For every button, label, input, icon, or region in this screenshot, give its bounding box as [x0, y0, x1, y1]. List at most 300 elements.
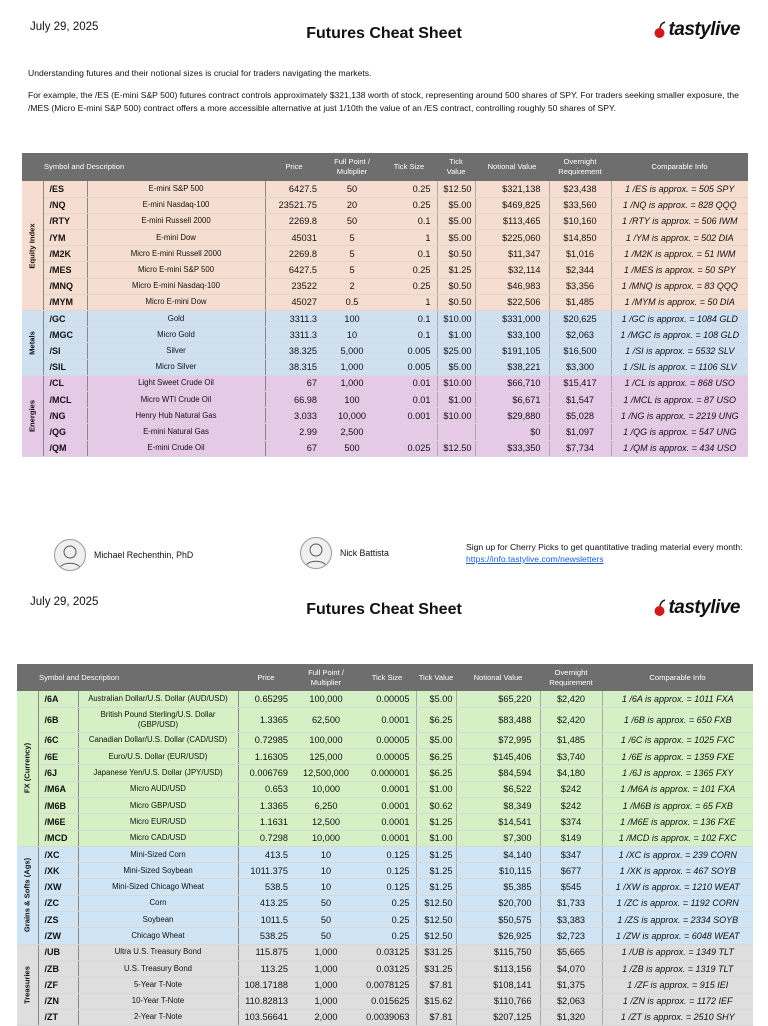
price-cell: 103.56641: [238, 1009, 294, 1025]
multiplier-cell: 50: [323, 181, 381, 197]
tick-size-cell: 0.0001: [358, 814, 416, 830]
price-cell: 3.033: [265, 408, 323, 424]
table-row: [17, 879, 753, 895]
symbol-cell: /6E: [38, 749, 78, 765]
symbol-cell: /MES: [43, 262, 87, 278]
symbol-cell: /MCD: [38, 830, 78, 846]
table-row: [17, 707, 753, 732]
notional-value-cell: $10,115: [456, 863, 540, 879]
overnight-requirement-cell: $2,344: [549, 262, 611, 278]
tick-value-cell: $1.00: [416, 830, 456, 846]
table-row: [17, 895, 753, 911]
overnight-requirement-cell: $5,028: [549, 408, 611, 424]
multiplier-cell: 5,000: [323, 343, 381, 359]
notional-value-cell: $225,060: [475, 230, 549, 246]
symbol-cell: /6A: [38, 691, 78, 707]
tick-value-cell: $0.50: [437, 246, 475, 262]
symbol-cell: /NG: [43, 408, 87, 424]
tick-value-cell: $12.50: [416, 895, 456, 911]
tick-value-cell: $1.25: [416, 814, 456, 830]
price-cell: 1011.5: [238, 912, 294, 928]
multiplier-cell: 10: [294, 863, 358, 879]
header-price: Price: [265, 153, 323, 181]
intro-text: [28, 67, 740, 124]
symbol-cell: /MNQ: [43, 278, 87, 294]
description-cell: Micro EUR/USD: [78, 814, 238, 830]
table-row: [17, 732, 753, 748]
comparable-info-cell: 1 /ZW is approx. = 6048 WEAT: [602, 928, 753, 944]
table-row: [22, 424, 748, 440]
description-cell: Silver: [87, 343, 265, 359]
price-cell: 23522: [265, 278, 323, 294]
header-notional-value: Notional Value: [456, 664, 540, 691]
description-cell: Micro GBP/USD: [78, 797, 238, 813]
multiplier-cell: 12,500,000: [294, 765, 358, 781]
tick-size-cell: 0.125: [358, 879, 416, 895]
notional-value-cell: $207,125: [456, 1009, 540, 1025]
symbol-cell: /M2K: [43, 246, 87, 262]
price-cell: 1.3365: [238, 797, 294, 813]
notional-value-cell: $32,114: [475, 262, 549, 278]
comparable-info-cell: 1 /MYM is approx. = 50 DIA: [611, 294, 748, 310]
notional-value-cell: $29,880: [475, 408, 549, 424]
notional-value-cell: $50,575: [456, 912, 540, 928]
tick-size-cell: 0.0078125: [358, 977, 416, 993]
symbol-cell: /M6E: [38, 814, 78, 830]
price-cell: 1.16305: [238, 749, 294, 765]
header-tick-value: Tick Value: [416, 664, 456, 691]
page-title: Futures Cheat Sheet: [306, 25, 462, 42]
table-row: [17, 863, 753, 879]
author-card: [300, 537, 389, 569]
overnight-requirement-cell: $2,420: [540, 691, 602, 707]
description-cell: Micro Silver: [87, 359, 265, 375]
description-cell: Micro E-mini Dow: [87, 294, 265, 310]
tick-value-cell: $5.00: [437, 197, 475, 213]
price-cell: 3311.3: [265, 327, 323, 343]
table-row: [22, 294, 748, 310]
table-row: [22, 262, 748, 278]
header-notional-value: Notional Value: [475, 153, 549, 181]
price-cell: 6427.5: [265, 181, 323, 197]
tick-value-cell: $25.00: [437, 343, 475, 359]
overnight-requirement-cell: $2,063: [549, 327, 611, 343]
table-row: [22, 391, 748, 407]
notional-value-cell: $145,406: [456, 749, 540, 765]
table-row: [17, 846, 753, 862]
notional-value-cell: $5,385: [456, 879, 540, 895]
symbol-cell: /M6B: [38, 797, 78, 813]
group-label-cell: [22, 375, 43, 456]
comparable-info-cell: 1 /GC is approx. = 1084 GLD: [611, 311, 748, 327]
price-cell: 1.1631: [238, 814, 294, 830]
multiplier-cell: 1,000: [294, 960, 358, 976]
symbol-cell: /MYM: [43, 294, 87, 310]
multiplier-cell: 100,000: [294, 732, 358, 748]
tick-value-cell: $31.25: [416, 944, 456, 960]
overnight-requirement-cell: $2,063: [540, 993, 602, 1009]
tick-size-cell: 0.001: [381, 408, 437, 424]
overnight-requirement-cell: $3,740: [540, 749, 602, 765]
header-tick-value: Tick Value: [437, 153, 475, 181]
table-row: [22, 181, 748, 197]
price-cell: 0.65295: [238, 691, 294, 707]
overnight-requirement-cell: $23,438: [549, 181, 611, 197]
intro-paragraph: For example, the /ES (E-mini S&P 500) futures contract controls approximately $321,138 worth of stock, representing around 500 shares of SPY. For traders seeking smaller exposure, the /MES (Micro E-mini S&P 500) contract offers a more accessible alternative at just 1/10th the value of an /ES contract, controlling roughly 50 shares of SPY.: [28, 90, 739, 113]
multiplier-cell: 125,000: [294, 749, 358, 765]
comparable-info-cell: 1 /ZN is approx. = 1172 IEF: [602, 993, 753, 1009]
tick-value-cell: $5.00: [416, 691, 456, 707]
multiplier-cell: 2,500: [323, 424, 381, 440]
description-cell: Gold: [87, 311, 265, 327]
symbol-cell: /NQ: [43, 197, 87, 213]
multiplier-cell: 1,000: [294, 977, 358, 993]
tick-value-cell: $5.00: [437, 213, 475, 229]
overnight-requirement-cell: $1,320: [540, 1009, 602, 1025]
description-cell: Micro E-mini Nasdaq-100: [87, 278, 265, 294]
comparable-info-cell: 1 /ZB is approx. = 1319 TLT: [602, 960, 753, 976]
price-cell: 0.72985: [238, 732, 294, 748]
overnight-requirement-cell: $3,356: [549, 278, 611, 294]
description-cell: Corn: [78, 895, 238, 911]
multiplier-cell: 2,000: [294, 1009, 358, 1025]
price-cell: 108.17188: [238, 977, 294, 993]
multiplier-cell: 10: [294, 846, 358, 862]
multiplier-cell: 2: [323, 278, 381, 294]
overnight-requirement-cell: $7,734: [549, 440, 611, 456]
multiplier-cell: 10: [323, 327, 381, 343]
overnight-requirement-cell: $1,547: [549, 391, 611, 407]
multiplier-cell: 1,000: [323, 375, 381, 391]
symbol-cell: /ZF: [38, 977, 78, 993]
tick-value-cell: $6.25: [416, 707, 456, 732]
overnight-requirement-cell: $2,420: [540, 707, 602, 732]
tick-value-cell: $6.25: [416, 749, 456, 765]
tick-value-cell: $1.00: [437, 327, 475, 343]
group-label: Grains & Softs (Ags): [22, 858, 32, 933]
overnight-requirement-cell: $347: [540, 846, 602, 862]
comparable-info-cell: 1 /MGC is approx. = 108 GLD: [611, 327, 748, 343]
multiplier-cell: 10,000: [323, 408, 381, 424]
description-cell: Euro/U.S. Dollar (EUR/USD): [78, 749, 238, 765]
comparable-info-cell: 1 /NQ is approx. = 828 QQQ: [611, 197, 748, 213]
table-row: [22, 213, 748, 229]
price-cell: 3311.3: [265, 311, 323, 327]
symbol-cell: /ZN: [38, 993, 78, 1009]
price-cell: 110.82813: [238, 993, 294, 1009]
description-cell: E-mini Natural Gas: [87, 424, 265, 440]
table-row: [22, 359, 748, 375]
notional-value-cell: $38,221: [475, 359, 549, 375]
comparable-info-cell: 1 /CL is approx. = 868 USO: [611, 375, 748, 391]
table-row: [17, 691, 753, 707]
symbol-cell: /ZW: [38, 928, 78, 944]
comparable-info-cell: 1 /UB is approx. = 1349 TLT: [602, 944, 753, 960]
tick-value-cell: $0.50: [437, 278, 475, 294]
comparable-info-cell: 1 /MES is approx. = 50 SPY: [611, 262, 748, 278]
tick-size-cell: 0.125: [358, 846, 416, 862]
tick-size-cell: 0.0001: [358, 830, 416, 846]
overnight-requirement-cell: $5,665: [540, 944, 602, 960]
description-cell: 5-Year T-Note: [78, 977, 238, 993]
notional-value-cell: $191,105: [475, 343, 549, 359]
table-row: [17, 765, 753, 781]
signup-text: [466, 541, 766, 565]
symbol-cell: /ZT: [38, 1009, 78, 1025]
group-label-cell: [17, 691, 38, 846]
price-cell: 0.006769: [238, 765, 294, 781]
table-row: [22, 246, 748, 262]
comparable-info-cell: 1 /6E is approx. = 1359 FXE: [602, 749, 753, 765]
notional-value-cell: $66,710: [475, 375, 549, 391]
notional-value-cell: $321,138: [475, 181, 549, 197]
comparable-info-cell: 1 /ZC is approx. = 1192 CORN: [602, 895, 753, 911]
tick-size-cell: 0.025: [381, 440, 437, 456]
tick-size-cell: 1: [381, 294, 437, 310]
notional-value-cell: $108,141: [456, 977, 540, 993]
notional-value-cell: $65,220: [456, 691, 540, 707]
comparable-info-cell: 1 /M6E is approx. = 136 FXE: [602, 814, 753, 830]
symbol-cell: /MCL: [43, 391, 87, 407]
tick-value-cell: $1.25: [416, 879, 456, 895]
table-row: [22, 343, 748, 359]
notional-value-cell: $20,700: [456, 895, 540, 911]
comparable-info-cell: 1 /ZS is approx. = 2334 SOYB: [602, 912, 753, 928]
tick-value-cell: $10.00: [437, 408, 475, 424]
overnight-requirement-cell: $242: [540, 781, 602, 797]
description-cell: Henry Hub Natural Gas: [87, 408, 265, 424]
overnight-requirement-cell: $20,625: [549, 311, 611, 327]
tick-size-cell: 0.125: [358, 863, 416, 879]
tick-size-cell: 1: [381, 230, 437, 246]
tick-size-cell: 0.1: [381, 311, 437, 327]
overnight-requirement-cell: $677: [540, 863, 602, 879]
header-tick-size: Tick Size: [358, 664, 416, 691]
avatar: [54, 539, 86, 571]
comparable-info-cell: 1 /M6A is approx. = 101 FXA: [602, 781, 753, 797]
price-cell: 66.98: [265, 391, 323, 407]
price-cell: 0.653: [238, 781, 294, 797]
overnight-requirement-cell: $33,560: [549, 197, 611, 213]
table-row: [17, 944, 753, 960]
price-cell: 113.25: [238, 960, 294, 976]
cherry-icon: [653, 21, 667, 39]
tick-size-cell: [381, 424, 437, 440]
notional-value-cell: $0: [475, 424, 549, 440]
multiplier-cell: 12,500: [294, 814, 358, 830]
description-cell: E-mini Crude Oil: [87, 440, 265, 456]
futures-table-2: [17, 664, 753, 1026]
group-label: Energies: [27, 399, 37, 432]
table-row: [17, 749, 753, 765]
table-row: [22, 375, 748, 391]
tick-size-cell: 0.1: [381, 213, 437, 229]
tastylive-logo[interactable]: [653, 597, 740, 619]
symbol-cell: /XC: [38, 846, 78, 862]
symbol-cell: /GC: [43, 311, 87, 327]
page-date: July 29, 2025: [30, 21, 99, 33]
description-cell: 10-Year T-Note: [78, 993, 238, 1009]
comparable-info-cell: 1 /SIL is approx. = 1106 SLV: [611, 359, 748, 375]
price-cell: 38.325: [265, 343, 323, 359]
price-cell: 45027: [265, 294, 323, 310]
tick-value-cell: $1.25: [416, 863, 456, 879]
comparable-info-cell: 1 /6C is approx. = 1025 FXC: [602, 732, 753, 748]
description-cell: Mini-Sized Corn: [78, 846, 238, 862]
header-comparable-info: Comparable Info: [611, 153, 748, 181]
tick-size-cell: 0.00005: [358, 749, 416, 765]
multiplier-cell: 1,000: [323, 359, 381, 375]
tick-size-cell: 0.0001: [358, 797, 416, 813]
description-cell: Micro E-mini Russell 2000: [87, 246, 265, 262]
price-cell: 1.3365: [238, 707, 294, 732]
overnight-requirement-cell: $2,723: [540, 928, 602, 944]
description-cell: E-mini Nasdaq-100: [87, 197, 265, 213]
tick-size-cell: 0.005: [381, 343, 437, 359]
symbol-cell: /ES: [43, 181, 87, 197]
price-cell: 2269.8: [265, 213, 323, 229]
tick-size-cell: 0.1: [381, 327, 437, 343]
notional-value-cell: $33,100: [475, 327, 549, 343]
notional-value-cell: $8,349: [456, 797, 540, 813]
table-row: [17, 912, 753, 928]
tick-value-cell: $31.25: [416, 960, 456, 976]
comparable-info-cell: 1 /MCD is approx. = 102 FXC: [602, 830, 753, 846]
comparable-info-cell: 1 /XC is approx. = 239 CORN: [602, 846, 753, 862]
comparable-info-cell: 1 /MCL is approx. = 87 USO: [611, 391, 748, 407]
comparable-info-cell: 1 /RTY is approx. = 506 IWM: [611, 213, 748, 229]
overnight-requirement-cell: $545: [540, 879, 602, 895]
intro-paragraph: Understanding futures and their notional sizes is crucial for traders navigating the markets.: [28, 68, 372, 78]
comparable-info-cell: 1 /QM is approx. = 434 USO: [611, 440, 748, 456]
header-overnight-requirement: Overnight Requirement: [549, 153, 611, 181]
multiplier-cell: 1,000: [294, 993, 358, 1009]
tick-size-cell: 0.1: [381, 246, 437, 262]
price-cell: 67: [265, 440, 323, 456]
symbol-cell: /6B: [38, 707, 78, 732]
logo-text: tastylive: [668, 19, 740, 40]
header-symbol-description: Symbol and Description: [17, 664, 238, 691]
description-cell: Micro Gold: [87, 327, 265, 343]
price-cell: 6427.5: [265, 262, 323, 278]
table-row: [22, 230, 748, 246]
table-row: [17, 928, 753, 944]
tick-value-cell: $12.50: [437, 440, 475, 456]
authors-footer: [0, 537, 768, 573]
price-cell: 2.99: [265, 424, 323, 440]
tick-value-cell: $0.50: [437, 294, 475, 310]
multiplier-cell: 50: [294, 912, 358, 928]
description-cell: Light Sweet Crude Oil: [87, 375, 265, 391]
overnight-requirement-cell: $14,850: [549, 230, 611, 246]
tick-value-cell: $10.00: [437, 375, 475, 391]
group-label: Metals: [27, 331, 37, 355]
tick-size-cell: 0.25: [358, 912, 416, 928]
price-cell: 67: [265, 375, 323, 391]
tick-value-cell: $1.25: [437, 262, 475, 278]
table-row: [17, 830, 753, 846]
multiplier-cell: 50: [294, 895, 358, 911]
tick-size-cell: 0.000001: [358, 765, 416, 781]
table-row: [22, 327, 748, 343]
group-label: Treasuries: [22, 965, 32, 1004]
tick-size-cell: 0.0001: [358, 781, 416, 797]
tick-value-cell: $1.00: [437, 391, 475, 407]
price-cell: 23521.75: [265, 197, 323, 213]
comparable-info-cell: 1 /MNQ is approx. = 83 QQQ: [611, 278, 748, 294]
description-cell: Micro WTI Crude Oil: [87, 391, 265, 407]
description-cell: E-mini Dow: [87, 230, 265, 246]
tick-value-cell: $7.81: [416, 1009, 456, 1025]
overnight-requirement-cell: $4,070: [540, 960, 602, 976]
person-icon: [55, 540, 85, 570]
description-cell: Ultra U.S. Treasury Bond: [78, 944, 238, 960]
comparable-info-cell: 1 /ZT is approx. = 2510 SHY: [602, 1009, 753, 1025]
comparable-info-cell: 1 /XK is approx. = 467 SOYB: [602, 863, 753, 879]
overnight-requirement-cell: $10,160: [549, 213, 611, 229]
overnight-requirement-cell: $149: [540, 830, 602, 846]
symbol-cell: /XK: [38, 863, 78, 879]
tick-size-cell: 0.0001: [358, 707, 416, 732]
multiplier-cell: 20: [323, 197, 381, 213]
comparable-info-cell: 1 /YM is approx. = 502 DIA: [611, 230, 748, 246]
price-cell: 538.5: [238, 879, 294, 895]
newsletter-link[interactable]: https://info.tastylive.com/newsletters: [466, 554, 604, 564]
description-cell: U.S. Treasury Bond: [78, 960, 238, 976]
table-row: [17, 1009, 753, 1025]
comparable-info-cell: 1 /6B is approx. = 650 FXB: [602, 707, 753, 732]
description-cell: 2-Year T-Note: [78, 1009, 238, 1025]
price-cell: 538.25: [238, 928, 294, 944]
tick-size-cell: 0.25: [381, 262, 437, 278]
notional-value-cell: $33,350: [475, 440, 549, 456]
overnight-requirement-cell: $1,733: [540, 895, 602, 911]
comparable-info-cell: 1 /ZF is approx. = 915 IEI: [602, 977, 753, 993]
group-label-cell: [17, 944, 38, 1025]
price-cell: 45031: [265, 230, 323, 246]
symbol-cell: /CL: [43, 375, 87, 391]
notional-value-cell: $4,140: [456, 846, 540, 862]
author-name: Nick Battista: [340, 548, 389, 558]
comparable-info-cell: 1 /M6B is approx. = 65 FXB: [602, 797, 753, 813]
header-price: Price: [238, 664, 294, 691]
tick-value-cell: $15.62: [416, 993, 456, 1009]
symbol-cell: /6J: [38, 765, 78, 781]
tick-value-cell: $1.00: [416, 781, 456, 797]
notional-value-cell: $113,156: [456, 960, 540, 976]
notional-value-cell: $115,750: [456, 944, 540, 960]
header-multiplier: Full Point / Multiplier: [294, 664, 358, 691]
description-cell: Canadian Dollar/U.S. Dollar (CAD/USD): [78, 732, 238, 748]
multiplier-cell: 50: [323, 213, 381, 229]
group-label-cell: [17, 846, 38, 944]
table-row: [22, 408, 748, 424]
price-cell: 413.25: [238, 895, 294, 911]
symbol-cell: /ZC: [38, 895, 78, 911]
price-cell: 1011.375: [238, 863, 294, 879]
symbol-cell: /YM: [43, 230, 87, 246]
multiplier-cell: 1,000: [294, 944, 358, 960]
tick-size-cell: 0.25: [381, 278, 437, 294]
symbol-cell: /SI: [43, 343, 87, 359]
multiplier-cell: 6,250: [294, 797, 358, 813]
symbol-cell: /6C: [38, 732, 78, 748]
tastylive-logo[interactable]: [653, 19, 740, 41]
table-row: [22, 440, 748, 456]
symbol-cell: /M6A: [38, 781, 78, 797]
comparable-info-cell: 1 /XW is approx. = 1210 WEAT: [602, 879, 753, 895]
futures-table-1: [22, 153, 748, 457]
